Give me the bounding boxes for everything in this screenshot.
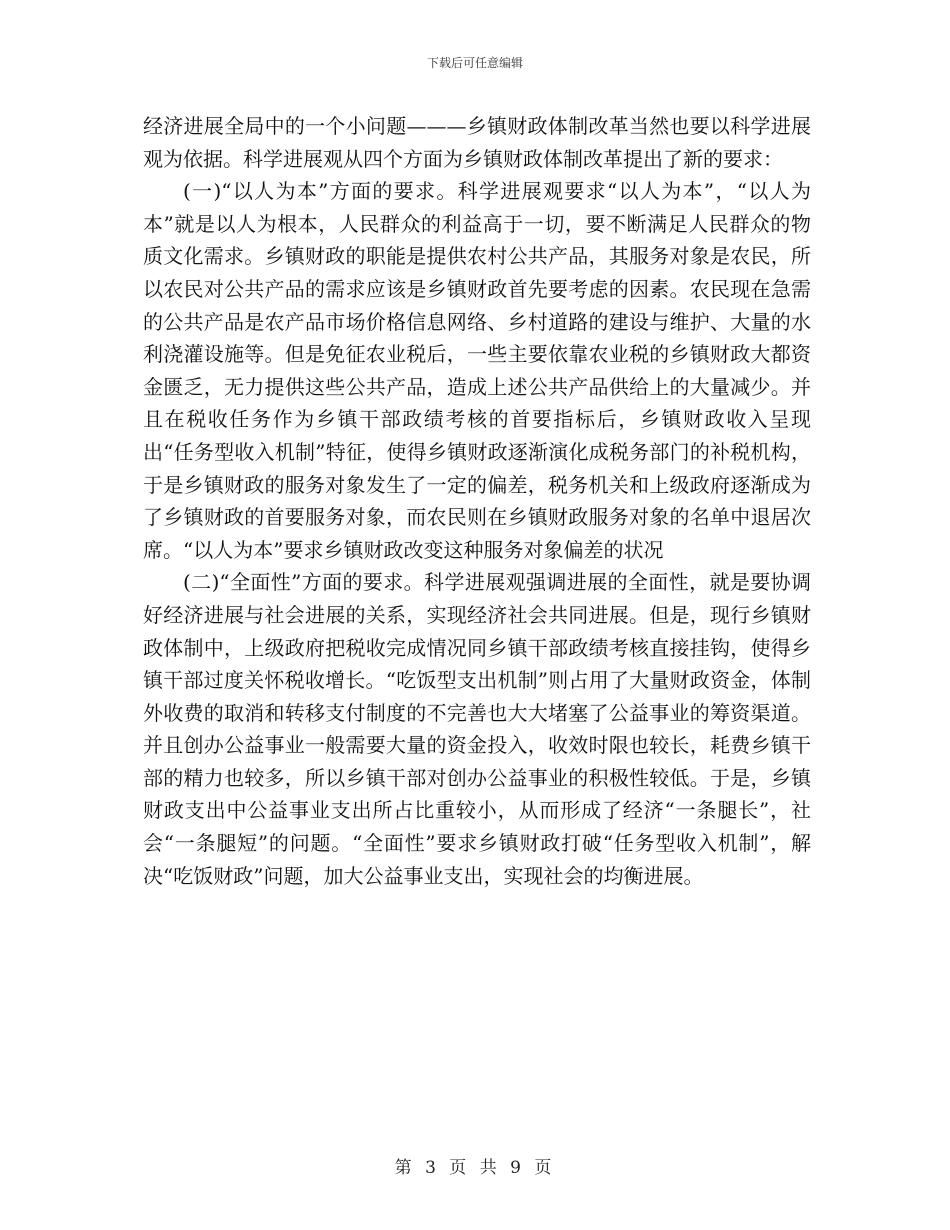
document-body: [143, 110, 811, 892]
paragraph-continuation: 经济进展全局中的一个小问题———乡镇财政体制改革当然也要以科学进展观为依据。科学进展观从四个方面为乡镇财政体制改革提出了新的要求：: [143, 114, 811, 171]
page-header-note: 下载后可任意编辑: [426, 56, 523, 70]
page-number: 第 3 页 共 9 页: [394, 1158, 556, 1178]
paragraph-comprehensiveness: (二)“全面性”方面的要求。科学进展观强调进展的全面性，就是要协调好经济进展与社会进展的关系，实现经济社会共同进展。但是，现行乡镇财政体制中，上级政府把税收完成情况同乡镇干部政绩考核直接挂钩，使得乡镇干部过度关怀税收增长。“吃饭型支出机制”则占用了大量财政资金，体制外收费的取消和转移支付制度的不完善也大大堵塞了公益事业的筹资渠道。并且创办公益事业一般需要大量的资金投入，收效时限也较长，耗费乡镇干部的精力也较多，所以乡镇干部对创办公益事业的积极性较低。于是，乡镇财政支出中公益事业支出所占比重较小，从而形成了经济“一条腿长”，社会“一条腿短”的问题。“全面性”要求乡镇财政打破“任务型收入机制”，解决“吃饭财政”问题，加大公益事业支出，实现社会的均衡进展。: [143, 570, 811, 888]
paragraph-people-oriented: (一)“以人为本”方面的要求。科学进展观要求“以人为本”，“以人为本”就是以人为根本，人民群众的利益高于一切，要不断满足人民群众的物质文化需求。乡镇财政的职能是提供农村公共产品，其服务对象是农民，所以农民对公共产品的需求应该是乡镇财政首先要考虑的因素。农民现在急需的公共产品是农产品市场价格信息网络、乡村道路的建设与维护、大量的水利浇灌设施等。但是免征农业税后，一些主要依靠农业税的乡镇财政大都资金匮乏，无力提供这些公共产品，造成上述公共产品供给上的大量减少。并且在税收任务作为乡镇干部政绩考核的首要指标后，乡镇财政收入呈现出“任务型收入机制”特征，使得乡镇财政逐渐演化成税务部门的补税机构，于是乡镇财政的服务对象发生了一定的偏差，税务机关和上级政府逐渐成为了乡镇财政的首要服务对象，而农民则在乡镇财政服务对象的名单中退居次席。“以人为本”要求乡镇财政改变这种服务对象偏差的状况: [143, 179, 811, 562]
